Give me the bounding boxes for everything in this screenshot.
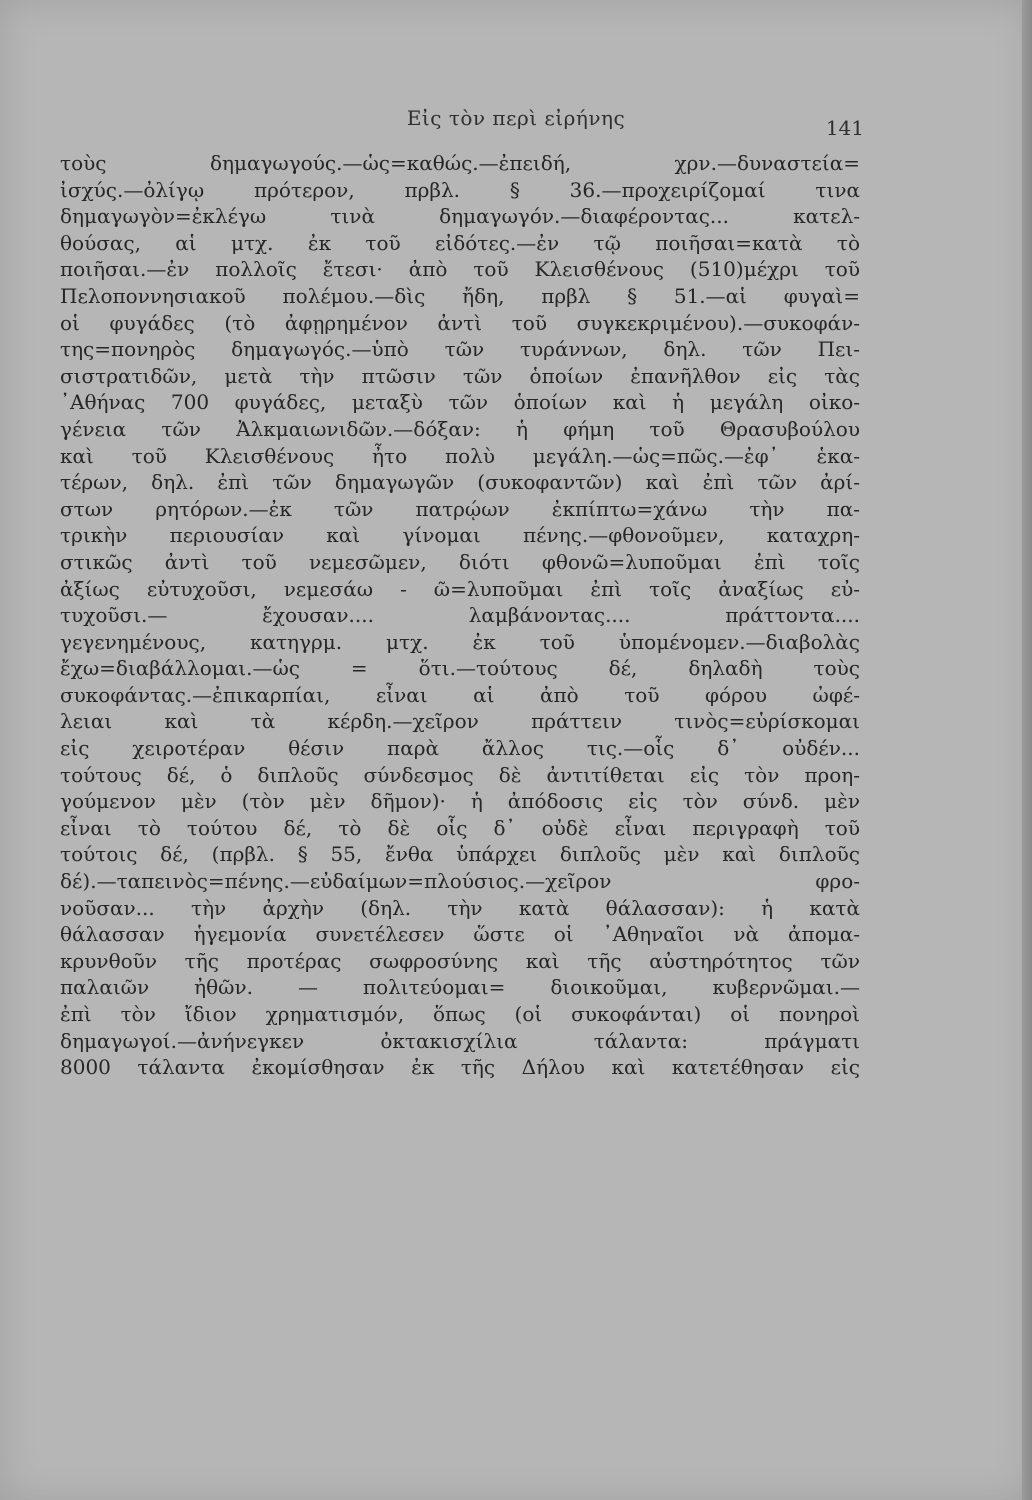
text-line: νοῦσαν... τὴν ἀρχὴν (δηλ. τὴν κατὰ θάλασσαν): ἡ κατὰ <box>60 895 860 920</box>
text-line: της=πονηρὸς δημαγωγός.—ὑπὸ τῶν τυράννων, δηλ. τῶν Πει- <box>60 337 860 362</box>
text-line: ἐπὶ τὸν ἴδιον χρηματισμόν, ὅπως (οἱ συκοφάνται) οἱ πονηροὶ <box>60 1002 860 1026</box>
text-line: τρικὴν περιουσίαν καὶ γίνομαι πένης.—φθονοῦμεν, καταχρη- <box>60 523 860 548</box>
text-line: σιστρατιδῶν, μετὰ τὴν πτῶσιν τῶν ὁποίων ἐπανῆλθον εἰς τὰς <box>60 363 860 388</box>
text-line: εἰς χειροτέραν θέσιν παρὰ ἄλλος τις.—οἷς δ᾿ οὐδέν... <box>60 736 860 761</box>
commentary-text <box>60 150 860 1081</box>
text-line: δέ).—ταπεινὸς=πένης.—εὐδαίμων=πλούσιος.—χεῖρον φρο- <box>60 869 860 894</box>
text-line: ἰσχύς.—ὀλίγῳ πρότερον, πρβλ. § 36.—προχειρίζομαί τινα <box>60 177 860 202</box>
text-line: θούσας, αἱ μτχ. ἐκ τοῦ εἰδότες.—ἐν τῷ ποιῆσαι=κατὰ τὸ <box>60 230 860 255</box>
running-header-title: Εἰς τὸν περὶ εἰρήνης <box>406 106 626 130</box>
text-line: ἔχω=διαβάλλομαι.—ὡς = ὅτι.—τούτους δέ, δηλαδὴ τοὺς <box>60 656 860 681</box>
text-line: δημαγωγὸν=ἐκλέγω τινὰ δημαγωγόν.—διαφέροντας... κατελ- <box>60 204 860 229</box>
text-line: θάλασσαν ἡγεμονία συνετέλεσεν ὥστε οἱ ᾿Αθηναῖοι νὰ ἀπομα- <box>60 922 860 947</box>
text-line: τέρων, δηλ. ἐπὶ τῶν δημαγωγῶν (συκοφαντῶν) καὶ ἐπὶ τῶν ἀρί- <box>60 470 860 495</box>
text-line: γεγενημένους, κατηγρμ. μτχ. ἐκ τοῦ ὑπομένομεν.—διαβολὰς <box>60 629 860 654</box>
page-edge-shadow <box>1022 0 1032 1500</box>
page-number: 141 <box>825 116 864 140</box>
text-line: δημαγωγοί.—ἀνήνεγκεν ὀκτακισχίλια τάλαντα: πράγματι <box>60 1028 860 1053</box>
text-line: γούμενον μὲν (τὸν μὲν δῆμον)· ἡ ἀπόδοσις εἰς τὸν σύνδ. μὲν <box>60 789 860 814</box>
text-line: παλαιῶν ἠθῶν. — πολιτεύομαι= διοικοῦμαι, κυβερνῶμαι.— <box>60 975 860 1000</box>
text-line: στικῶς ἀντὶ τοῦ νεμεσῶμεν, διότι φθονῶ=λυποῦμαι ἐπὶ τοῖς <box>60 549 860 574</box>
text-line: κρυνθοῦν τῆς προτέρας σωφροσύνης καὶ τῆς αὐστηρότητος τῶν <box>60 948 860 973</box>
text-line: στων ρητόρων.—ἐκ τῶν πατρῴων ἐκπίπτω=χάνω τὴν πα- <box>60 496 860 521</box>
text-line: τούτους δέ, ὁ διπλοῦς σύνδεσμος δὲ ἀντιτίθεται εἰς τὸν προη- <box>60 762 860 787</box>
text-line: ποιῆσαι.—ἐν πολλοῖς ἔτεσι· ἀπὸ τοῦ Κλεισθένους (510)μέχρι τοῦ <box>60 257 860 282</box>
text-line: εἶναι τὸ τούτου δέ, τὸ δὲ οἷς δ᾿ οὐδὲ εἶναι περιγραφὴ τοῦ <box>60 815 860 840</box>
text-line: τυχοῦσι.— ἔχουσαν.... λαμβάνοντας.... πράττοντα.... <box>60 603 860 628</box>
text-line: Πελοποννησιακοῦ πολέμου.—δὶς ἤδη, πρβλ § 51.—αἱ φυγαὶ= <box>60 283 860 308</box>
text-line: τούτοις δέ, (πρβλ. § 55, ἔνθα ὑπάρχει διπλοῦς μὲν καὶ διπλοῦς <box>60 842 860 867</box>
text-line: λειαι καὶ τὰ κέρδη.—χεῖρον πράττειν τινὸς=εὑρίσκομαι <box>60 709 860 734</box>
text-line: τοὺς δημαγωγούς.—ὡς=καθώς.—ἐπειδή, χρν.—δυναστεία= <box>60 151 860 175</box>
text-line: οἱ φυγάδες (τὸ ἀφῃρημένον ἀντὶ τοῦ συγκεκριμένου).—συκοφάν- <box>60 310 860 335</box>
text-line: καὶ τοῦ Κλεισθένους ἦτο πολὺ μεγάλη.—ὡς=πῶς.—ἐφ᾿ ἑκα- <box>60 443 860 468</box>
text-line: συκοφάντας.—ἐπικαρπίαι, εἶναι αἱ ἀπὸ τοῦ φόρου ὠφέ- <box>60 682 860 707</box>
text-line: ᾿Αθήνας 700 φυγάδες, μεταξὺ τῶν ὁποίων καὶ ἡ μεγάλη οἰκο- <box>60 390 860 415</box>
text-line: ἀξίως εὐτυχοῦσι, νεμεσάω - ῶ=λυποῦμαι ἐπὶ τοῖς ἀναξίως εὐ- <box>60 576 860 601</box>
text-line: 8000 τάλαντα ἐκομίσθησαν ἐκ τῆς Δήλου καὶ κατετέθησαν εἰς <box>60 1055 860 1080</box>
text-line: γένεια τῶν Ἀλκμαιωνιδῶν.—δόξαν: ἡ φήμη τοῦ Θρασυβούλου <box>60 416 860 441</box>
